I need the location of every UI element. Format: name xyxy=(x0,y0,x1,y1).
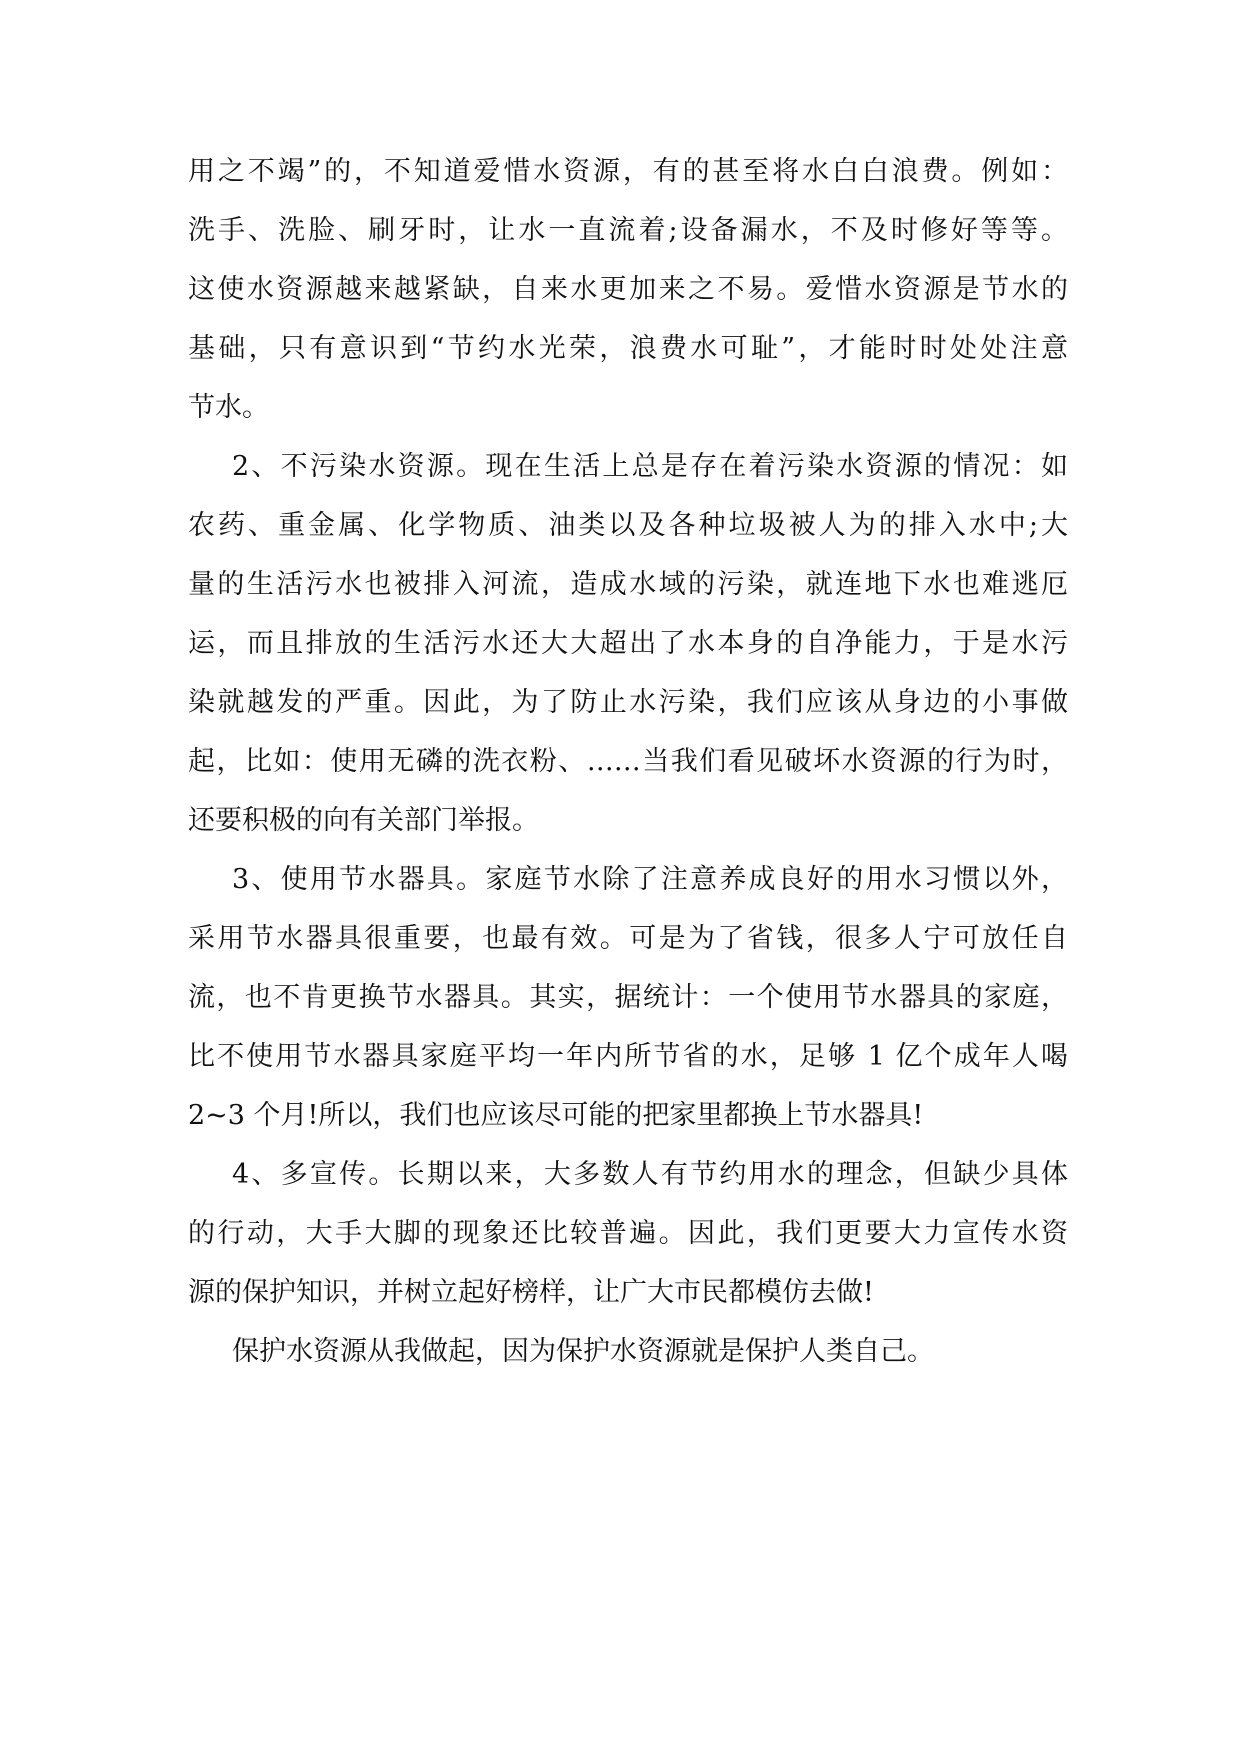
paragraph-line: 的行动，大手大脚的现象还比较普遍。因此，我们更要大力宣传水资 xyxy=(188,1218,1068,1249)
paragraph-line: 农药、重金属、化学物质、油类以及各种垃圾被人为的排入水中;大 xyxy=(188,510,1068,541)
paragraph-line: 基础，只有意识到“节约水光荣，浪费水可耻”，才能时时处处注意 xyxy=(188,333,1068,364)
paragraph-line: 采用节水器具很重要，也最有效。可是为了省钱，很多人宁可放任自 xyxy=(188,923,1068,954)
paragraph-line: 洗手、洗脸、刷牙时，让水一直流着;设备漏水，不及时修好等等。 xyxy=(188,215,1068,246)
paragraph-line: 源的保护知识，并树立起好榜样，让广大市民都模仿去做! xyxy=(188,1277,874,1308)
paragraph-line: 2、不污染水资源。现在生活上总是存在着污染水资源的情况：如 xyxy=(232,451,1068,482)
paragraph-line: 3、使用节水器具。家庭节水除了注意养成良好的用水习惯以外， xyxy=(232,864,1068,895)
paragraph-line: 流，也不肯更换节水器具。其实，据统计：一个使用节水器具的家庭， xyxy=(188,982,1068,1013)
paragraph-line: 还要积极的向有关部门举报。 xyxy=(188,805,539,836)
paragraph-line: 保护水资源从我做起，因为保护水资源就是保护人类自己。 xyxy=(232,1336,934,1367)
paragraph-line: 节水。 xyxy=(188,392,269,423)
paragraph-line: 这使水资源越来越紧缺，自来水更加来之不易。爱惜水资源是节水的 xyxy=(188,274,1068,305)
paragraph-line: 比不使用节水器具家庭平均一年内所节省的水，足够 1 亿个成年人喝 xyxy=(188,1041,1068,1072)
paragraph-line: 量的生活污水也被排入河流，造成水域的污染，就连地下水也难逃厄 xyxy=(188,569,1068,600)
paragraph-line: 染就越发的严重。因此，为了防止水污染，我们应该从身边的小事做 xyxy=(188,687,1068,718)
paragraph-line: 运，而且排放的生活污水还大大超出了水本身的自净能力，于是水污 xyxy=(188,628,1068,659)
paragraph-line: 用之不竭”的，不知道爱惜水资源，有的甚至将水白白浪费。例如： xyxy=(188,156,1068,187)
paragraph-line: 2~3 个月!所以，我们也应该尽可能的把家里都换上节水器具! xyxy=(188,1100,924,1131)
paragraph-line: 起，比如：使用无磷的洗衣粉、……当我们看见破坏水资源的行为时， xyxy=(188,746,1068,777)
paragraph-line: 4、多宣传。长期以来，大多数人有节约用水的理念，但缺少具体 xyxy=(232,1159,1068,1190)
